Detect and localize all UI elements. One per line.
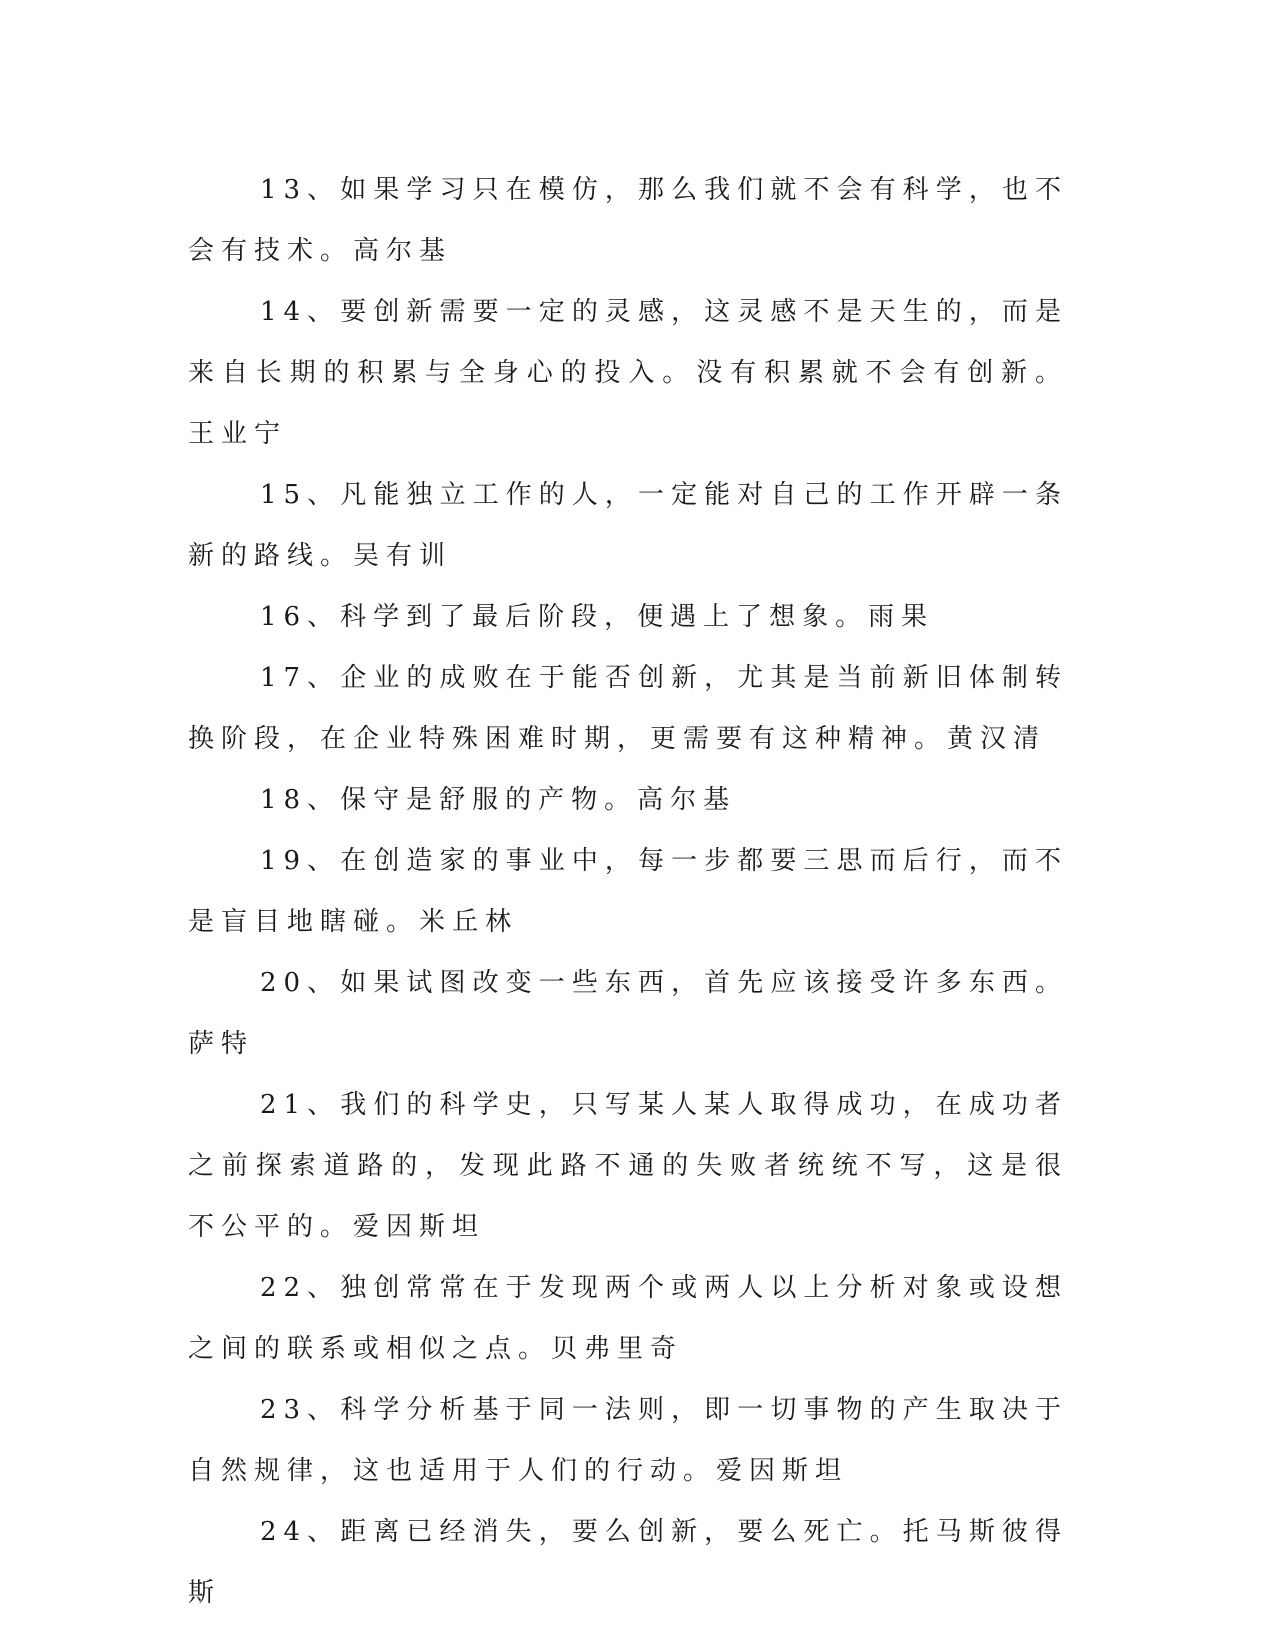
quote-17: 17、企业的成败在于能否创新，尤其是当前新旧体制转换阶段，在企业特殊困难时期，更需要有这种精神。黄汉清 <box>188 663 1068 754</box>
quote-list <box>188 160 1068 1624</box>
quote-13: 13、如果学习只在模仿，那么我们就不会有科学，也不会有技术。高尔基 <box>188 175 1068 266</box>
quote-19: 19、在创造家的事业中，每一步都要三思而后行，而不是盲目地瞎碰。米丘林 <box>188 846 1068 937</box>
quote-18: 18、保守是舒服的产物。高尔基 <box>260 785 737 815</box>
quote-23: 23、科学分析基于同一法则，即一切事物的产生取决于自然规律，这也适用于人们的行动。爱因斯坦 <box>188 1395 1068 1486</box>
quote-16: 16、科学到了最后阶段，便遇上了想象。雨果 <box>260 602 935 632</box>
quote-22: 22、独创常常在于发现两个或两人以上分析对象或设想之间的联系或相似之点。贝弗里奇 <box>188 1273 1068 1364</box>
quote-14: 14、要创新需要一定的灵感，这灵感不是天生的，而是来自长期的积累与全身心的投入。没有积累就不会有创新。王业宁 <box>188 297 1068 449</box>
quote-15: 15、凡能独立工作的人，一定能对自己的工作开辟一条新的路线。吴有训 <box>188 480 1068 571</box>
quote-20: 20、如果试图改变一些东西，首先应该接受许多东西。萨特 <box>188 968 1068 1059</box>
quote-21: 21、我们的科学史，只写某人某人取得成功，在成功者之前探索道路的，发现此路不通的失败者统统不写，这是很不公平的。爱因斯坦 <box>188 1090 1068 1242</box>
quote-24: 24、距离已经消失，要么创新，要么死亡。托马斯彼得斯 <box>188 1517 1068 1608</box>
